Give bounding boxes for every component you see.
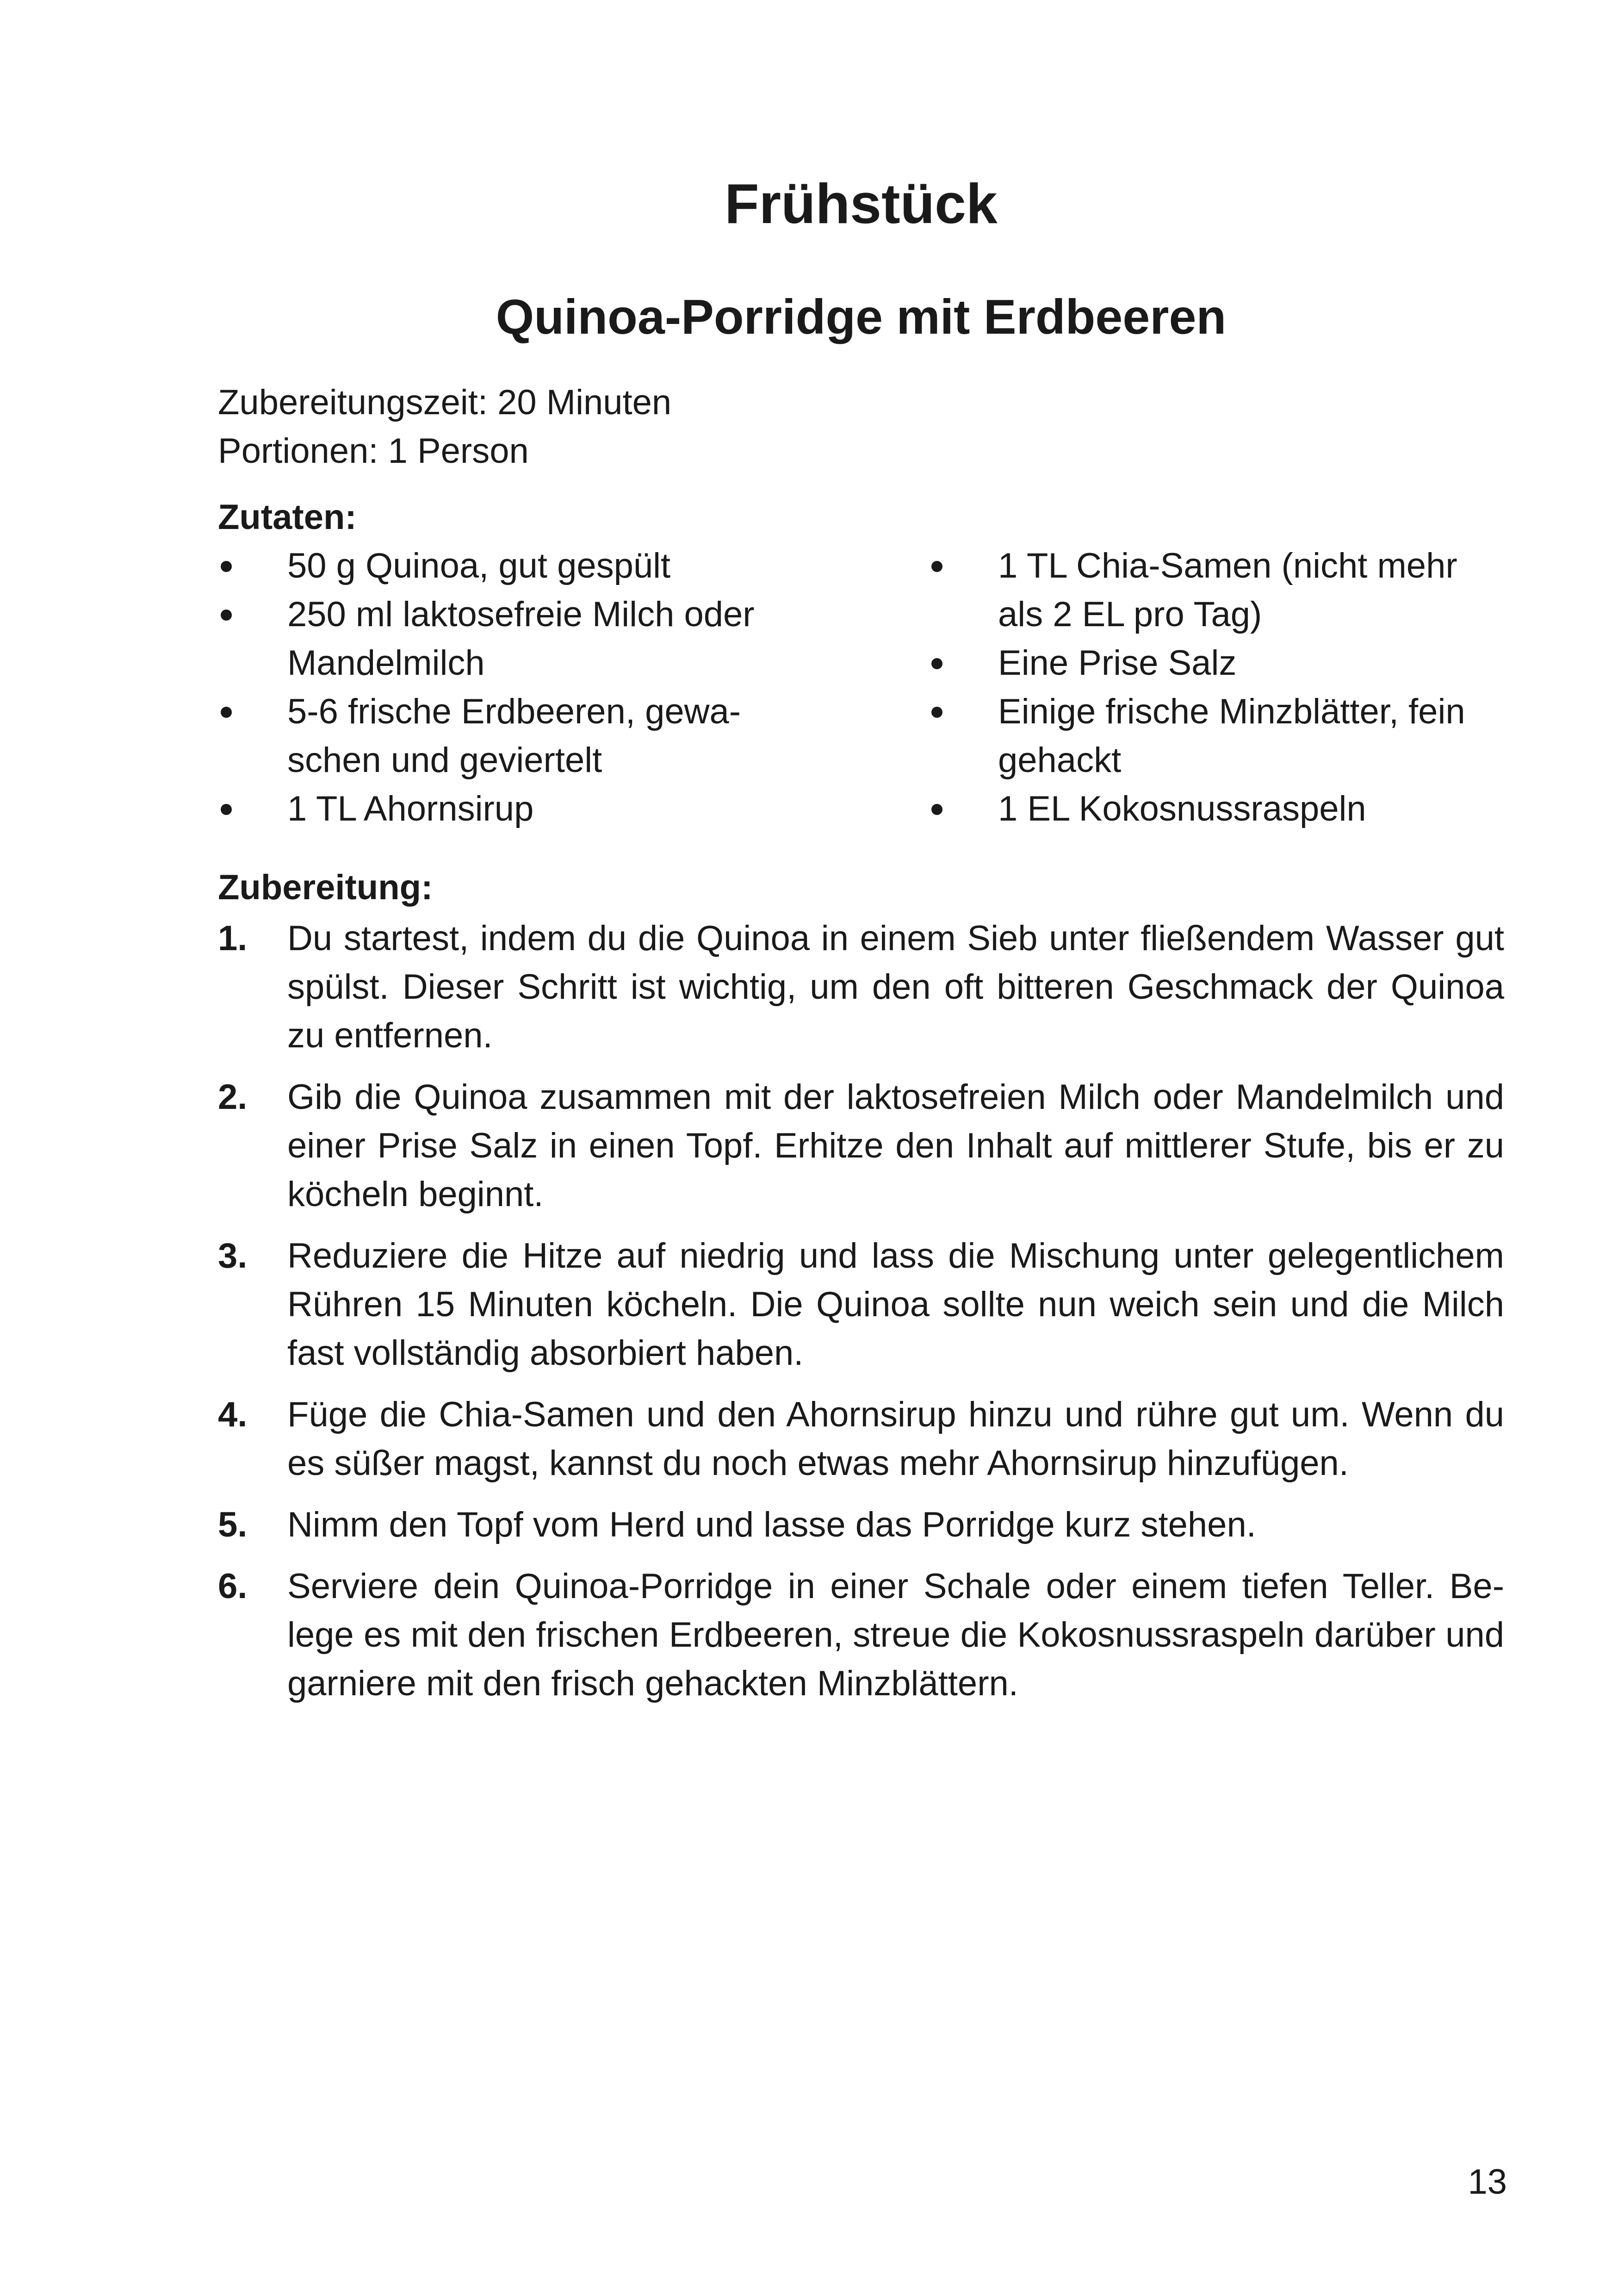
bullet-icon [221,707,232,718]
ingredient-item [218,541,773,590]
preparation-steps [218,914,1504,1721]
ingredient-item [218,784,773,833]
ingredient-text: 5-6 frische Erdbeeren, gewaschen und geviertelt [287,692,741,780]
ingredient-text: Eine Prise Salz [998,643,1237,683]
step-text: Nimm den Topf vom Herd und lasse das Porridge kurz stehen. [287,1505,1256,1544]
step-number: 6. [218,1567,248,1606]
ingredient-text: 1 TL Ahornsirup [287,789,534,828]
step-item [218,1232,1504,1377]
step-text: Gib die Quinoa zusammen mit der laktosefreien Milch oder Mandelmilch und einer Prise Salz in einen Topf. Erhitze den Inhalt auf mittlerer Stufe, bis er zu köcheln beginnt. [287,1077,1504,1214]
bullet-icon [221,610,232,621]
step-number: 2. [218,1077,248,1117]
preparation-heading: Zubereitung: [218,868,433,907]
step-text: Serviere dein Quinoa-Porridge in einer Schale oder einem tiefen Teller. Belege es mit den frischen Erdbeeren, streue die Kokosnussraspeln darüber und garniere mit den frisch gehackten Minzblättern. [287,1567,1504,1703]
ingredient-text: 1 EL Kokosnussraspeln [998,789,1366,828]
step-item [218,1073,1504,1219]
ingredient-item [929,541,1504,639]
step-text: Du startest, indem du die Quinoa in einem Sieb unter fließendem Wasser gut spülst. Dieser Schritt ist wichtig, um den oft bitteren Geschmack der Quinoa zu entfernen. [287,919,1504,1055]
bullet-icon [931,561,942,572]
ingredient-item [929,784,1504,833]
step-number: 3. [218,1236,248,1276]
step-number: 4. [218,1395,248,1434]
page-number: 13 [1468,2162,1507,2202]
servings: Portionen: 1 Person [218,431,529,471]
step-text: Reduziere die Hitze auf niedrig und lass die Mischung unter gelegentlichem Rühren 15 Minuten köcheln. Die Quinoa sollte nun weich sein und die Milch fast vollständig absorbiert haben. [287,1236,1504,1373]
ingredient-text: Einige frische Minzblätter, fein gehackt [998,692,1465,780]
ingredient-text: 1 TL Chia-Samen (nicht mehr als 2 EL pro Tag) [998,546,1457,634]
recipe-title: Quinoa-Porridge mit Erdbeeren [496,290,1227,344]
ingredients-column-left [218,541,773,833]
bullet-icon [931,707,942,718]
step-item [218,1390,1504,1487]
ingredient-item [218,687,773,784]
ingredient-item [929,639,1504,687]
ingredient-item [929,687,1504,784]
step-number: 5. [218,1505,248,1544]
step-item [218,914,1504,1060]
recipe-meta [218,378,671,475]
bullet-icon [221,561,232,572]
prep-time: Zubereitungszeit: 20 Minuten [218,383,672,422]
bullet-icon [221,804,232,815]
section-title: Frühstück [725,172,998,235]
bullet-icon [931,658,942,669]
ingredients-column-right [929,541,1504,833]
ingredients-heading: Zutaten: [218,498,357,537]
ingredient-text: 250 ml laktosefreie Milch oder Mandelmilch [287,595,755,683]
ingredient-text: 50 g Quinoa, gut gespült [287,546,671,585]
step-item [218,1562,1504,1708]
bullet-icon [931,804,942,815]
step-text: Füge die Chia-Samen und den Ahornsirup hinzu und rühre gut um. Wenn du es süßer magst, kannst du noch etwas mehr Ahornsirup hinzufügen. [287,1395,1504,1483]
step-item [218,1500,1504,1549]
ingredient-item [218,590,773,687]
step-number: 1. [218,919,248,958]
